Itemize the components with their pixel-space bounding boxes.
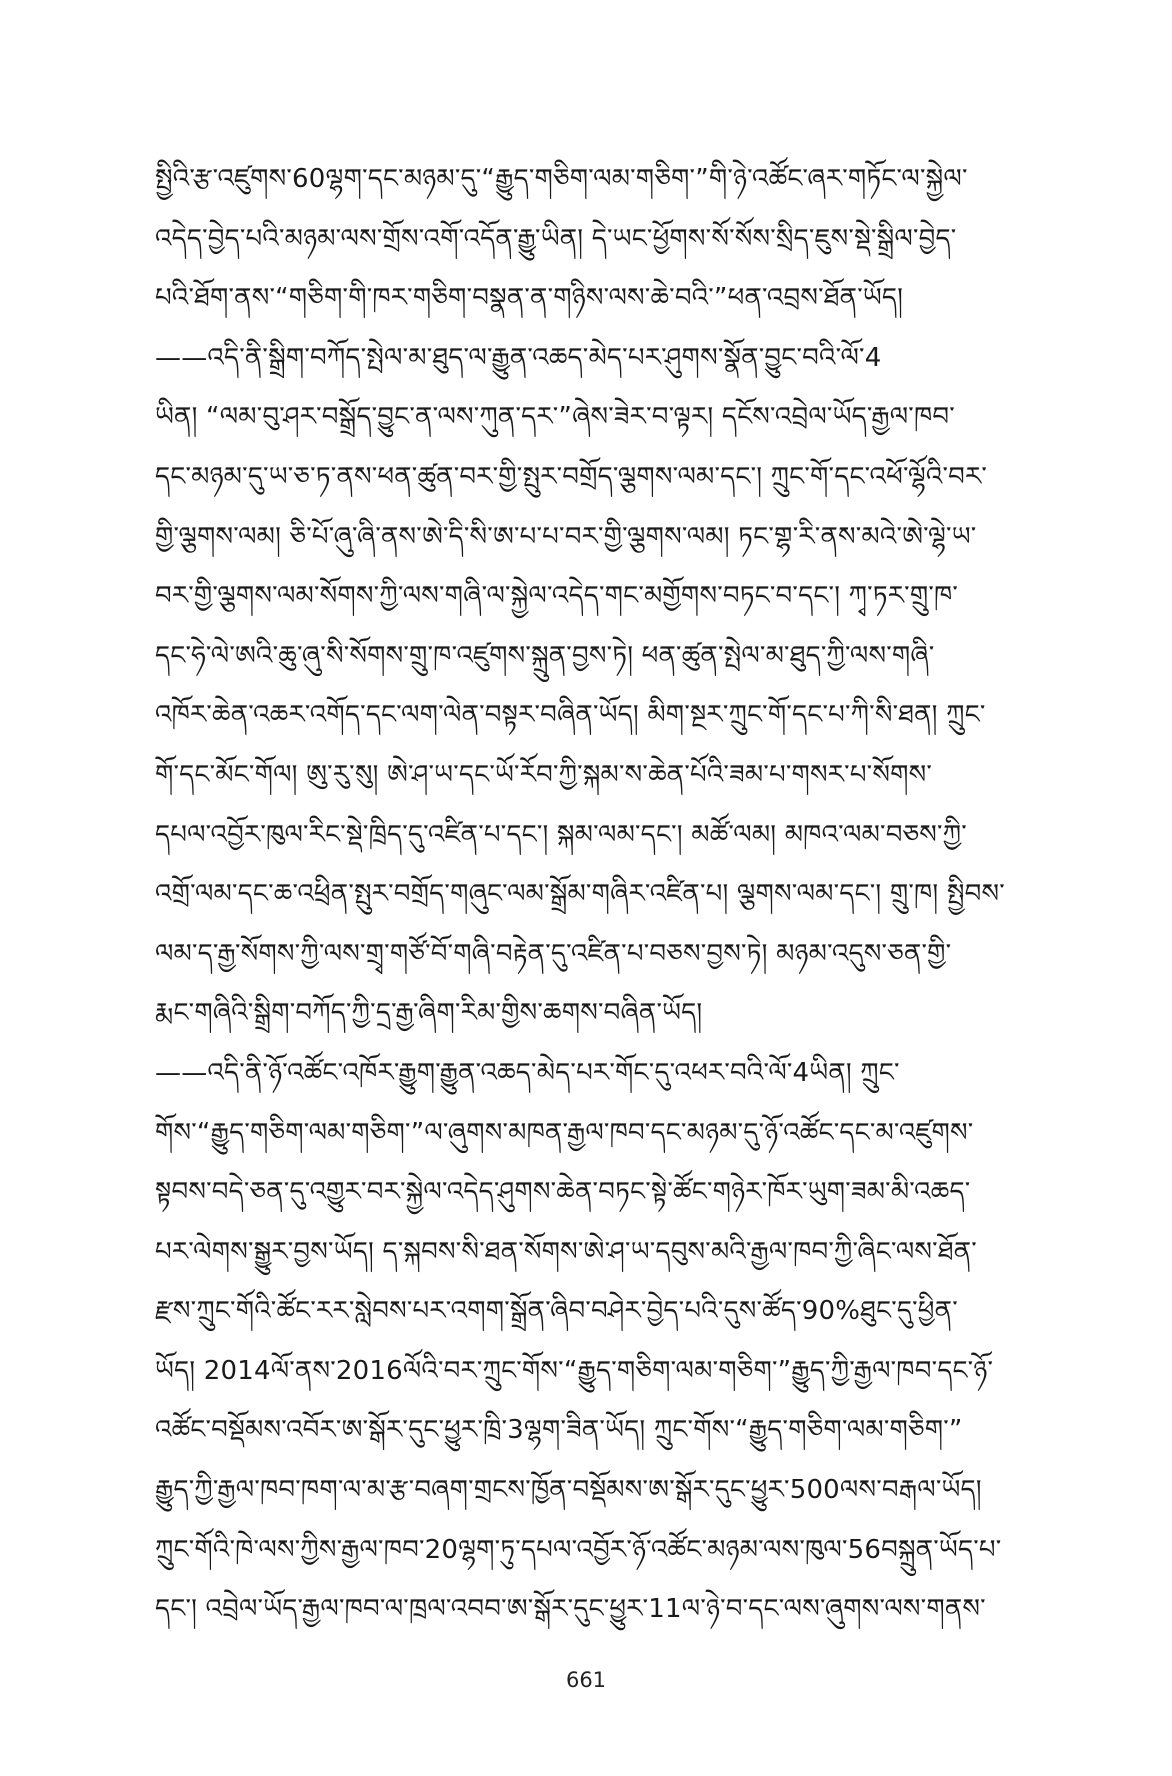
text-line: ལམ་ད་རྒྱ་སོགས་ཀྱི་ལས་གྲྭ་གཙོ་བོ་གཞི་བརྟེན་དུ་འཛིན་པ་བཅས་བྱས་ཏེ། མཉམ་འདུས་ཅན་གྱི་ <box>155 938 952 969</box>
text-line: འཚོང་བསྡོམས་འབོར་ཨ་སྒོར་དུང་ཕྱུར་ཁྲི་3ལྷག་ཟིན་ཡོད། ཀྲུང་གོས་“རྒྱུད་གཅིག་ལམ་གཅིག་” <box>155 1415 963 1446</box>
text-line: འདེད་བྱེད་པའི་མཉམ་ལས་གྲོས་འགོ་འདོན་རྒྱུ་ཡིན། དེ་ཡང་ཕྱོགས་སོ་སོས་སྲིད་ཇུས་སྡེ་སྒྲིལ་བྱེད་ <box>155 223 957 254</box>
text-line: དང་མཉམ་དུ་ཡ་ཅ་ཏ་ནས་ཕན་ཚུན་བར་གྱི་སྤུར་བགྲོད་ལྕགས་ལམ་དང་། ཀྲུང་གོ་དང་འཕོ་ལྷོའི་བར་ <box>155 461 988 492</box>
text-line: བར་གྱི་ལྕགས་ལམ་སོགས་ཀྱི་ལས་གཞི་ལ་སྐྱེལ་འདེད་གང་མགྱོགས་བཏང་བ་དང་། ཀྭ་ཏར་གྲུ་ཁ་ <box>155 581 959 612</box>
text-line: སྤྱིའི་རྩ་འཛུགས་60ལྷག་དང་མཉམ་དུ་“རྒྱུད་གཅིག་ལམ་གཅིག་”གི་ཉེ་འཚོང་ཞར་གཏོང་ལ་སྐྱེལ་ <box>155 164 968 194</box>
text-line: གོས་“རྒྱུད་གཅིག་ལམ་གཅིག་”ལ་ཞུགས་མཁན་རྒྱལ་ཁབ་དང་མཉམ་དུ་ཉོ་འཚོང་དང་མ་འཛུགས་ <box>155 1117 974 1148</box>
text-line: རྨང་གཞིའི་སྒྲིག་བཀོད་ཀྱི་དྲ་རྒྱ་ཞིག་རིམ་གྱིས་ཆགས་བཞིན་ཡོད། <box>155 998 703 1029</box>
text-line: དང་། འབྲེལ་ཡོད་རྒྱལ་ཁབ་ལ་ཁྲལ་འབབ་ཨ་སྒོར་དུང་ཕྱུར་11ལ་ཉེ་བ་དང་ལས་ཞུགས་ལས་གནས་ <box>155 1594 986 1625</box>
text-line: དཔལ་འབྱོར་ཁུལ་རིང་སྡེ་ཁྲིད་དུ་འཛིན་པ་དང་། སྐམ་ལམ་དང་། མཚོ་ལམ། མཁའ་ལམ་བཅས་ཀྱི་ <box>155 819 967 850</box>
text-line: དང་ཧེ་ལེ་ཨའི་ཆུ་ཞུ་སི་སོགས་གྲུ་ཁ་འཛུགས་སྐྲུན་བྱས་ཏེ། ཕན་ཚུན་སྤེལ་མ་ཐུད་ཀྱི་ལས་གཞི་ <box>155 640 935 671</box>
text-line: ཀྲུང་གོའི་ཁེ་ལས་ཀྱིས་རྒྱལ་ཁབ་20ལྷག་ཏུ་དཔལ་འབྱོར་ཉོ་འཚོང་མཉམ་ལས་ཁུལ་56བསྐྲུན་ཡོད་པ་ <box>155 1534 1002 1565</box>
body-text <box>155 150 1025 1640</box>
text-line: འགྲོ་ལམ་དང་ཆ་འཕྲིན་སྤུར་བགྲོད་གཞུང་ལམ་སྒྲོམ་གཞིར་འཛིན་པ། ལྕགས་ལམ་དང་། གྲུ་ཁ། སྤྱིབས་ <box>155 879 1005 910</box>
text-line: ཡིན། “ལམ་བུ་ཤར་བསྒྲོད་བྱུང་ན་ལས་ཀུན་དར་”ཞེས་ཟེར་བ་ལྟར། དངོས་འབྲེལ་ཡོད་རྒྱལ་ཁབ་ <box>155 402 955 433</box>
text-line: གོ་དང་མོང་གོལ། ཨུ་རུ་སུ། ཨེ་ཤ་ཡ་དང་ཡོ་རོབ་ཀྱི་སྐམ་ས་ཆེན་པོའི་ཟམ་པ་གསར་པ་སོགས་ <box>155 759 933 790</box>
text-line: ——འདི་ནི་ཉོ་འཚོང་འཁོར་རྒྱུག་རྒྱུན་འཆད་མེད་པར་གོང་དུ་འཕར་བའི་ལོ་4ཡིན། ཀྲུང་ <box>155 1057 900 1088</box>
text-line: རྫས་ཀྲུང་གོའི་ཚོང་རར་སླེབས་པར་འགག་སྒྲོན་ཞིབ་བཤེར་བྱེད་པའི་དུས་ཚོད་90%ཐུང་དུ་ཕྱིན་ <box>155 1296 958 1327</box>
text-line: པའི་ཐོག་ནས་“གཅིག་གི་ཁར་གཅིག་བསྣན་ན་གཉིས་ལས་ཆེ་བའི་”ཕན་འབྲས་ཐོན་ཡོད། <box>155 283 904 314</box>
text-line: པར་ལེགས་སྒྱུར་བྱས་ཡོད། ད་སྐབས་སི་ཐན་སོགས་ཨེ་ཤ་ཡ་དབུས་མའི་རྒྱལ་ཁབ་ཀྱི་ཞིང་ལས་ཐོན་ <box>155 1236 977 1267</box>
text-line: རྒྱུད་ཀྱི་རྒྱལ་ཁབ་ཁག་ལ་མ་རྩ་བཞག་གྲངས་ཁྱོན་བསྡོམས་ཨ་སྒོར་དུང་ཕྱུར་500ལས་བརྒལ་ཡོད། <box>155 1475 982 1506</box>
text-line: སྟབས་བདེ་ཅན་དུ་འགྱུར་བར་སྐྱེལ་འདེད་ཤུགས་ཆེན་བཏང་སྟེ་ཚོང་གཉེར་ཁོར་ཡུག་ཟམ་མི་འཆད་ <box>155 1177 971 1208</box>
page-number: 661 <box>565 1668 607 1692</box>
text-line: འཁོར་ཆེན་འཆར་འགོད་དང་ལག་ལེན་བསྟར་བཞིན་ཡོད། མིག་སྔར་ཀྲུང་གོ་དང་པ་ཀི་སི་ཐན། ཀྲུང་ <box>155 700 986 731</box>
text-line: ཡོད། 2014ལོ་ནས་2016ལོའི་བར་ཀྲུང་གོས་“རྒྱུད་གཅིག་ལམ་གཅིག་”རྒྱུད་ཀྱི་རྒྱལ་ཁབ་དང་ཉོ་ <box>155 1355 994 1386</box>
text-line: གྱི་ལྕགས་ལམ། ཅི་པོ་ཞུ་ཞི་ནས་ཨེ་དི་སི་ཨ་པ་པ་བར་གྱི་ལྕགས་ལམ། ཏང་གྷ་རི་ནས་མའེ་ཨེ་ལྷེ་ཡ་ <box>155 521 977 552</box>
text-line: ——འདི་ནི་སྒྲིག་བཀོད་སྤེལ་མ་ཐུད་ལ་རྒྱུན་འཆད་མེད་པར་ཤུགས་སྣོན་བྱུང་བའི་ལོ་4 <box>155 342 882 373</box>
